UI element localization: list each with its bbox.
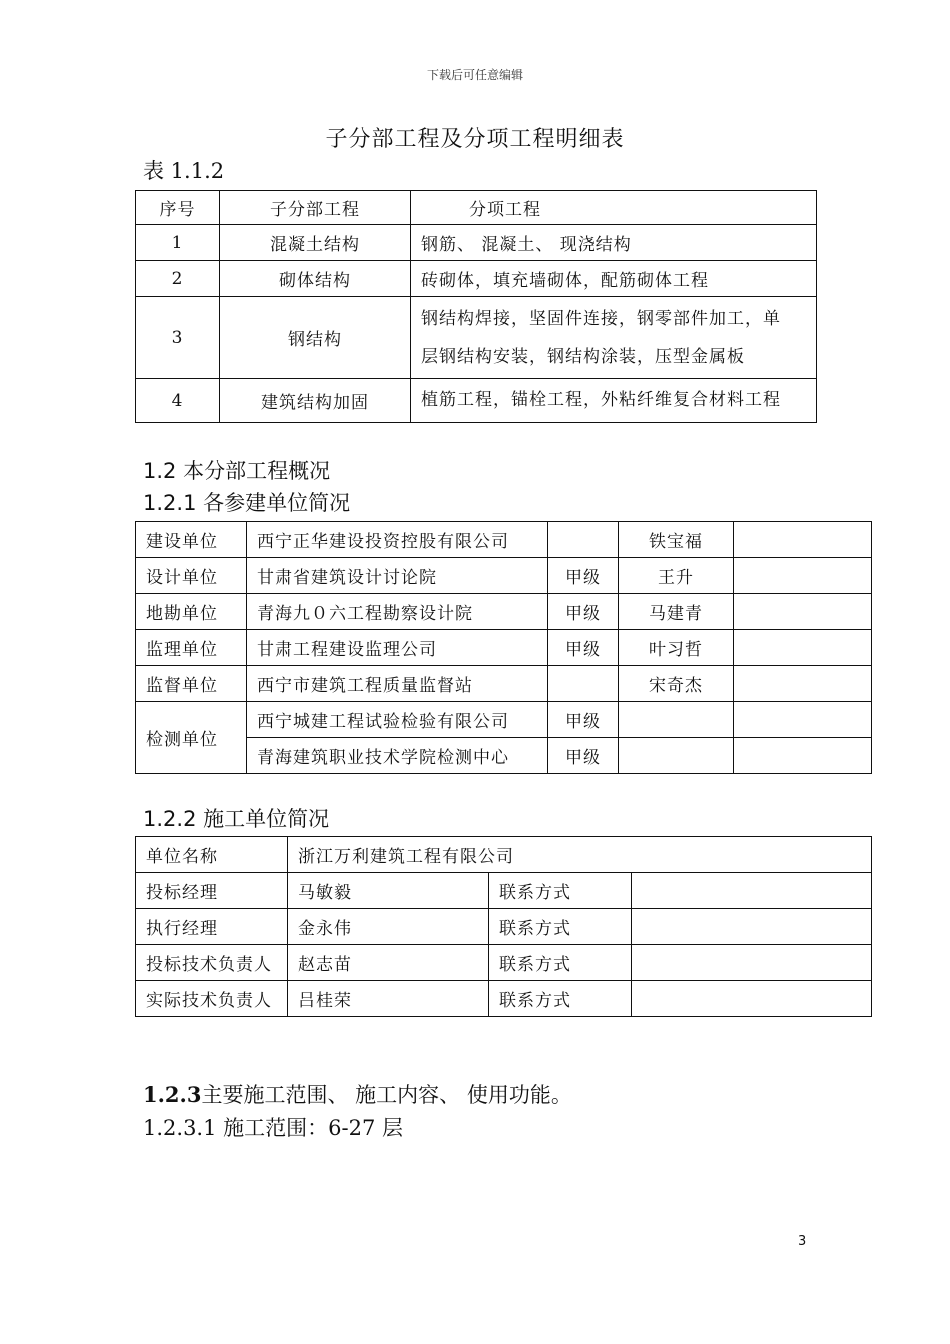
- table-row: [136, 945, 872, 981]
- row-subdivision: 混凝土结构: [220, 225, 411, 261]
- empty-cell: [734, 522, 872, 558]
- table-row: [136, 297, 817, 379]
- section-heading: 1.2.3.1 施工范围：6-27 层: [143, 1116, 403, 1140]
- unit-name: 青海建筑职业技术学院检测中心: [247, 738, 548, 774]
- row-items: 钢筋、 混凝土、 现浇结构: [411, 225, 817, 261]
- unit-role: 设计单位: [136, 558, 247, 594]
- table-label: 表 1.1.2: [143, 159, 225, 183]
- contractor-role: 执行经理: [136, 909, 288, 945]
- unit-role: 监督单位: [136, 666, 247, 702]
- unit-person: 宋奇杰: [619, 666, 734, 702]
- contractor-person: 金永伟: [288, 909, 489, 945]
- contractor-name-value: 浙江万利建筑工程有限公司: [288, 837, 872, 873]
- contractor-name-label: 单位名称: [136, 837, 288, 873]
- document-title: 子分部工程及分项工程明细表: [325, 127, 625, 152]
- contact-label: 联系方式: [489, 873, 632, 909]
- section-heading: [143, 1079, 572, 1109]
- contact-label: 联系方式: [489, 945, 632, 981]
- unit-grade: 甲级: [548, 558, 619, 594]
- page-number: 3: [798, 1234, 807, 1249]
- unit-grade: 甲级: [548, 702, 619, 738]
- unit-role: 检测单位: [136, 702, 247, 774]
- row-subdivision: 钢结构: [220, 297, 411, 379]
- table-row: [136, 738, 872, 774]
- unit-grade: [548, 666, 619, 702]
- header-items: 分项工程: [411, 191, 817, 225]
- unit-name: 西宁正华建设投资控股有限公司: [247, 522, 548, 558]
- header-note: 下载后可任意编辑: [426, 68, 523, 82]
- empty-cell: [734, 702, 872, 738]
- contractor-person: 吕桂荣: [288, 981, 489, 1017]
- header-subdivision: 子分部工程: [220, 191, 411, 225]
- table-row: [136, 630, 872, 666]
- unit-name: 甘肃工程建设监理公司: [247, 630, 548, 666]
- empty-cell: [734, 666, 872, 702]
- row-no: 4: [136, 379, 220, 423]
- section-heading: 1.2.1 各参建单位简况: [143, 491, 351, 515]
- unit-person: 叶习哲: [619, 630, 734, 666]
- row-items-line: 钢结构焊接，坚固件连接，钢零部件加工，单: [421, 308, 781, 329]
- unit-name: 西宁城建工程试验检验有限公司: [247, 702, 548, 738]
- table-row: [136, 261, 817, 297]
- unit-role: 监理单位: [136, 630, 247, 666]
- unit-person: 王升: [619, 558, 734, 594]
- table-row: [136, 379, 817, 423]
- table-row: [136, 909, 872, 945]
- unit-name: 西宁市建筑工程质量监督站: [247, 666, 548, 702]
- table-row: [136, 981, 872, 1017]
- unit-grade: 甲级: [548, 594, 619, 630]
- unit-person: 马建青: [619, 594, 734, 630]
- section-number: 1.2.3: [143, 1082, 202, 1107]
- unit-grade: [548, 522, 619, 558]
- table-row: [136, 225, 817, 261]
- empty-cell: [632, 981, 872, 1017]
- unit-grade: 甲级: [548, 738, 619, 774]
- row-subdivision: 建筑结构加固: [220, 379, 411, 423]
- contractor-role: 实际技术负责人: [136, 981, 288, 1017]
- row-no: 1: [136, 225, 220, 261]
- unit-role: 建设单位: [136, 522, 247, 558]
- table-row: [136, 558, 872, 594]
- participants-table: [135, 521, 872, 774]
- empty-cell: [734, 594, 872, 630]
- empty-cell: [734, 630, 872, 666]
- section-text: 主要施工范围、 施工内容、 使用功能。: [201, 1083, 572, 1107]
- row-items: [411, 297, 817, 379]
- table-row: [136, 666, 872, 702]
- empty-cell: [632, 909, 872, 945]
- row-no: 2: [136, 261, 220, 297]
- row-subdivision: 砌体结构: [220, 261, 411, 297]
- row-items: 植筋工程，锚栓工程，外粘纤维复合材料工程: [411, 379, 817, 423]
- empty-cell: [632, 873, 872, 909]
- header-no: 序号: [136, 191, 220, 225]
- contractor-role: 投标技术负责人: [136, 945, 288, 981]
- contractor-person: 马敏毅: [288, 873, 489, 909]
- empty-cell: [619, 702, 734, 738]
- contact-label: 联系方式: [489, 909, 632, 945]
- table-row: [136, 873, 872, 909]
- subdivision-table: [135, 190, 817, 423]
- unit-role: 地勘单位: [136, 594, 247, 630]
- empty-cell: [734, 738, 872, 774]
- empty-cell: [619, 738, 734, 774]
- table-row: [136, 522, 872, 558]
- table-row: [136, 837, 872, 873]
- unit-name: 甘肃省建筑设计讨论院: [247, 558, 548, 594]
- unit-name: 青海九０六工程勘察设计院: [247, 594, 548, 630]
- contractor-table: [135, 836, 872, 1017]
- contractor-person: 赵志苗: [288, 945, 489, 981]
- row-items-line: 层钢结构安装，钢结构涂装，压型金属板: [421, 346, 745, 367]
- empty-cell: [734, 558, 872, 594]
- empty-cell: [632, 945, 872, 981]
- contact-label: 联系方式: [489, 981, 632, 1017]
- unit-grade: 甲级: [548, 630, 619, 666]
- row-items: 砖砌体，填充墙砌体，配筋砌体工程: [411, 261, 817, 297]
- table-row: [136, 702, 872, 738]
- table-header-row: [136, 191, 817, 225]
- row-no: 3: [136, 297, 220, 379]
- unit-person: 铁宝福: [619, 522, 734, 558]
- section-heading: 1.2.2 施工单位简况: [143, 807, 330, 831]
- table-row: [136, 594, 872, 630]
- section-heading: 1.2 本分部工程概况: [143, 459, 331, 483]
- contractor-role: 投标经理: [136, 873, 288, 909]
